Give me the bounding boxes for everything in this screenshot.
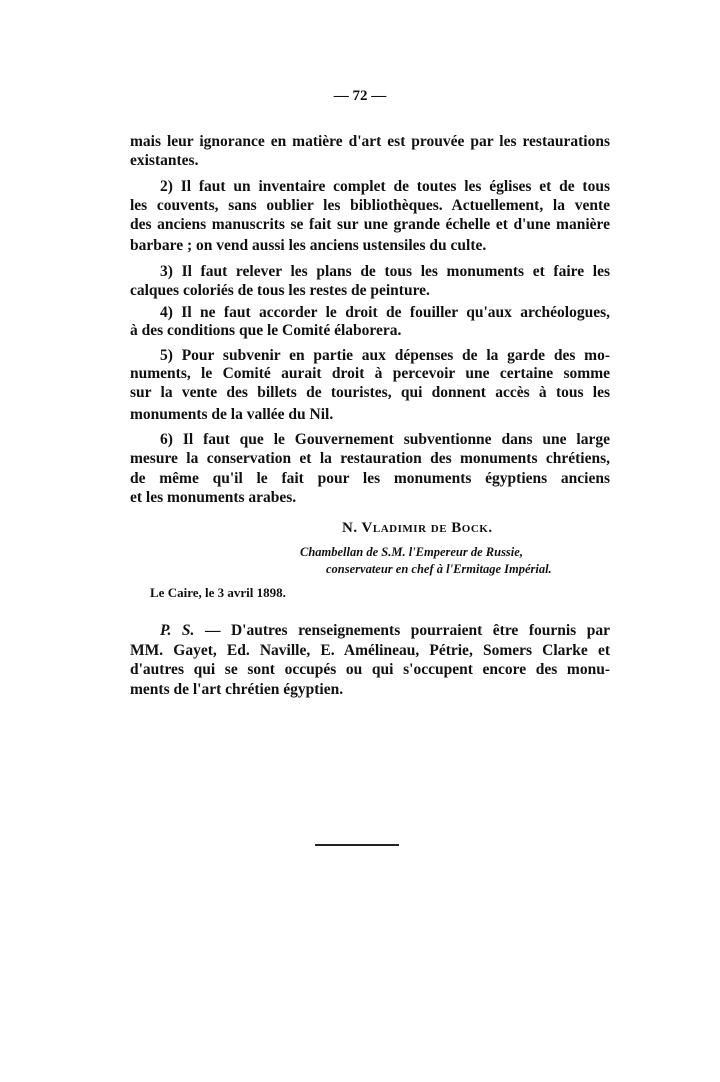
text-line: les couvents, sans oublier les bibliothèques. Actuellement, la vente [130,197,610,214]
signature-title-2: conservateur en chef à l'Ermitage Impérial. [326,562,552,576]
text-line: de même qu'il le fait pour les monuments égyptiens anciens [130,470,610,487]
text-line: mesure la conservation et la restauration des monuments chrétiens, [130,450,610,467]
text-line: existantes. [130,152,199,169]
text-line: 2) Il faut un inventaire complet de toutes les églises et de tous [160,178,610,195]
ps-line: d'autres qui se sont occupés ou qui s'occupent encore des monu- [130,661,610,678]
text-line: et les monuments arabes. [130,489,297,506]
text-line: 3) Il faut relever les plans de tous les monuments et faire les [160,263,610,280]
ps-line: ments de l'art chrétien égyptien. [130,681,344,698]
text-line: 5) Pour subvenir en partie aux dépenses de la garde des mo- [160,347,610,364]
end-rule-divider [315,844,399,846]
date-line: Le Caire, le 3 avril 1898. [150,585,286,600]
signature-title-1: Chambellan de S.M. l'Empereur de Russie, [300,545,523,559]
text-line: 4) Il ne faut accorder le droit de fouiller qu'aux archéologues, [160,304,610,321]
text-line: barbare ; on vend aussi les anciens ustensiles du culte. [130,237,487,254]
text-line: 6) Il faut que le Gouvernement subventionne dans une large [160,431,610,448]
text-line: à des conditions que le Comité élaborera. [130,322,402,339]
ps-text: — D'autres renseignements pourraient être fournis par [204,622,611,639]
signature-name: N. Vladimir de Bock. [342,520,493,536]
text-line: des anciens manuscrits se fait sur une grande échelle et d'une manière [130,216,610,233]
text-line: mais leur ignorance en matière d'art est prouvée par les restaurations [130,133,610,150]
text-line: monuments de la vallée du Nil. [130,406,334,423]
ps-line [160,621,610,640]
text-line: calques coloriés de tous les restes de peinture. [130,282,430,299]
page-number: — 72 — [333,88,387,104]
text-line: numents, le Comité aurait droit à percevoir une certaine somme [130,365,610,382]
ps-label: P. S. [160,622,195,639]
text-line: sur la vente des billets de touristes, qui donnent accès à tous les [130,384,610,401]
ps-line: MM. Gayet, Ed. Naville, E. Amélineau, Pétrie, Somers Clarke et [130,642,610,659]
